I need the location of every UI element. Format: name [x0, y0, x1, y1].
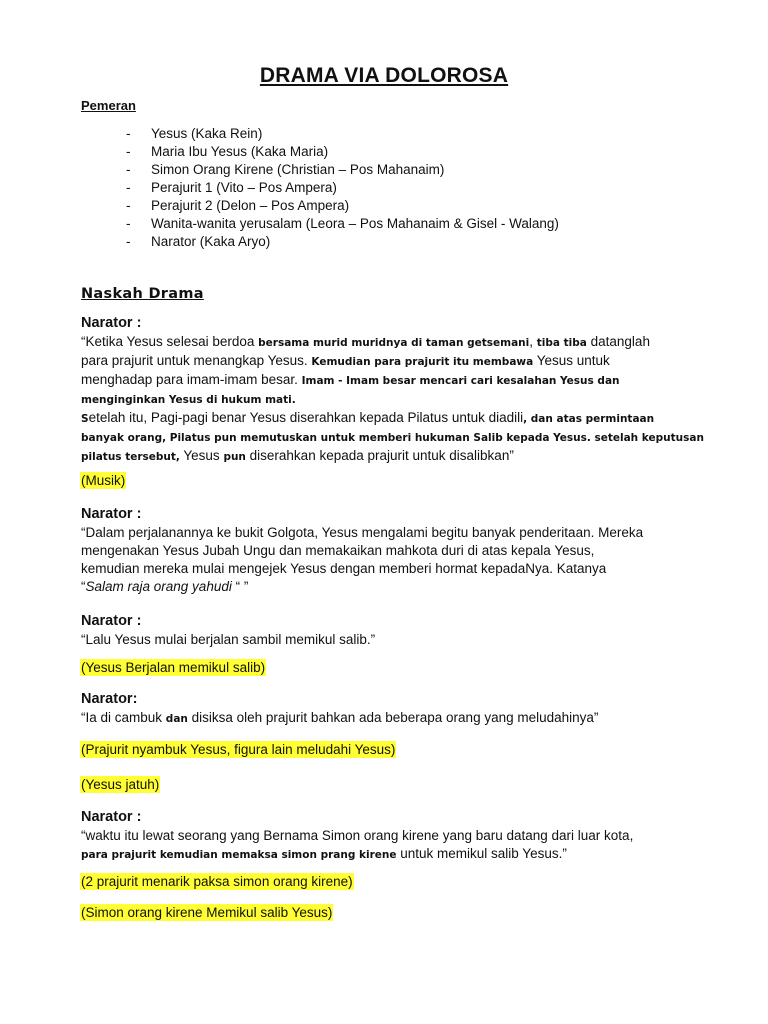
text-run: etelah itu, Pagi-pagi benar Yesus diserahkan kepada Pilatus untuk diadili	[88, 410, 524, 425]
list-item	[126, 125, 559, 143]
text-run: “Ketika Yesus selesai berdoa	[81, 334, 259, 349]
text-run: datanglah	[586, 334, 650, 349]
text-run: “ ”	[231, 579, 249, 594]
text-run: Kemudian para prajurit itu membawa	[311, 356, 534, 368]
list-item	[126, 197, 559, 215]
list-item	[126, 161, 559, 179]
text-run: ,	[529, 334, 537, 349]
cast-name: Perajurit 1 (Vito – Pos Ampera)	[151, 180, 337, 195]
speaker-label: Narator :	[81, 315, 142, 331]
list-item	[126, 215, 559, 233]
text-run: Yesus untuk	[533, 353, 610, 368]
speaker-label: Narator :	[81, 613, 142, 629]
text-run: disiksa oleh prajurit bahkan ada beberapa orang yang meludahinya”	[187, 710, 599, 725]
text-run: menghadap para imam-imam besar.	[81, 372, 302, 387]
narration-line	[81, 578, 691, 596]
cast-name: Maria Ibu Yesus (Kaka Maria)	[151, 144, 329, 159]
text-run: para prajurit untuk menangkap Yesus.	[81, 353, 312, 368]
text-run: Imam - Imam besar mencari cari kesalahan Yesus dan	[301, 375, 620, 387]
narration-block	[81, 807, 691, 864]
narration-line: “Lalu Yesus mulai berjalan sambil memikul salib.”	[81, 632, 376, 647]
narration-line	[81, 845, 691, 864]
list-item	[126, 179, 559, 197]
list-dash: -	[126, 180, 131, 195]
text-run: Yesus	[179, 448, 224, 463]
text-run: tiba tiba	[536, 337, 587, 349]
cast-heading: Pemeran	[81, 98, 136, 113]
list-item	[126, 233, 559, 251]
text-run: untuk memikul salib Yesus.”	[396, 846, 567, 861]
speaker-label: Narator :	[81, 506, 142, 522]
speaker-label: Narator :	[81, 809, 142, 825]
highlighted-text: (2 prajurit menarik paksa simon orang kirene)	[81, 874, 353, 889]
text-run: “	[81, 579, 86, 594]
text-run: pun	[223, 451, 246, 463]
highlighted-text: (Simon orang kirene Memikul salib Yesus)	[81, 905, 333, 920]
narration-line	[81, 352, 691, 371]
text-run: para prajurit kemudian memaksa simon prang kirene	[81, 849, 397, 861]
text-run: pilatus tersebut,	[81, 451, 180, 463]
stage-direction	[80, 904, 333, 922]
text-run: bersama murid muridnya di taman getsemani	[258, 337, 530, 349]
stage-direction	[80, 659, 266, 677]
narration-line: “waktu itu lewat seorang yang Bernama Simon orang kirene yang baru datang dari luar kota,	[81, 828, 634, 843]
narration-line: “Dalam perjalanannya ke bukit Golgota, Yesus mengalami begitu banyak penderitaan. Mereka	[81, 525, 644, 540]
list-dash: -	[126, 144, 131, 159]
text-run: S	[81, 413, 89, 425]
stage-direction	[80, 472, 126, 490]
cast-name: Yesus (Kaka Rein)	[151, 126, 263, 141]
highlighted-text: (Prajurit nyambuk Yesus, figura lain meludahi Yesus)	[81, 742, 396, 757]
speaker-label: Narator:	[81, 691, 138, 707]
text-run: , dan atas permintaan	[523, 413, 655, 425]
narration-line	[81, 709, 691, 728]
text-run: diserahkan kepada prajurit untuk disalibkan”	[245, 448, 514, 463]
narration-line: kemudian mereka mulai mengejek Yesus dengan memberi hormat kepadaNya. Katanya	[81, 561, 607, 576]
text-run: dan	[165, 713, 188, 725]
text-run: banyak orang, Pilatus pun memutuskan untuk memberi hukuman Salib kepada Yesus. setelah keputusan	[81, 432, 704, 444]
list-item	[126, 143, 559, 161]
document-title: DRAMA VIA DOLOROSA	[259, 64, 509, 87]
list-dash: -	[126, 126, 131, 141]
highlighted-text: (Yesus Berjalan memikul salib)	[81, 660, 266, 675]
list-dash: -	[126, 216, 131, 231]
cast-name: Simon Orang Kirene (Christian – Pos Mahanaim)	[151, 162, 445, 177]
list-dash: -	[126, 162, 131, 177]
highlighted-text: (Yesus jatuh)	[81, 777, 160, 792]
narration-block	[81, 611, 691, 649]
stage-direction	[80, 873, 354, 891]
narration-line	[81, 428, 704, 447]
stage-direction	[80, 741, 396, 759]
cast-name: Perajurit 2 (Delon – Pos Ampera)	[151, 198, 350, 213]
narration-line	[81, 409, 691, 428]
narration-block	[81, 689, 691, 728]
narration-line	[81, 333, 691, 352]
narration-line	[81, 390, 691, 409]
text-run: Salam raja orang yahudi	[85, 579, 232, 594]
stage-direction	[80, 776, 160, 794]
narration-line: mengenakan Yesus Jubah Ungu dan memakaikan mahkota duri di atas kepala Yesus,	[81, 543, 595, 558]
script-heading: Naskah Drama	[81, 286, 204, 302]
list-dash: -	[126, 234, 131, 249]
narration-block	[81, 504, 691, 596]
cast-name: Narator (Kaka Aryo)	[151, 234, 271, 249]
highlighted-text: (Musik)	[81, 473, 126, 488]
text-run: menginginkan Yesus di hukum mati.	[81, 394, 296, 406]
narration-line	[81, 371, 691, 390]
text-run: “Ia di cambuk	[81, 710, 166, 725]
cast-name: Wanita-wanita yerusalam (Leora – Pos Mahanaim & Gisel - Walang)	[151, 216, 559, 231]
list-dash: -	[126, 198, 131, 213]
narration-block	[81, 313, 704, 466]
cast-list	[126, 125, 559, 251]
narration-line	[81, 447, 691, 466]
